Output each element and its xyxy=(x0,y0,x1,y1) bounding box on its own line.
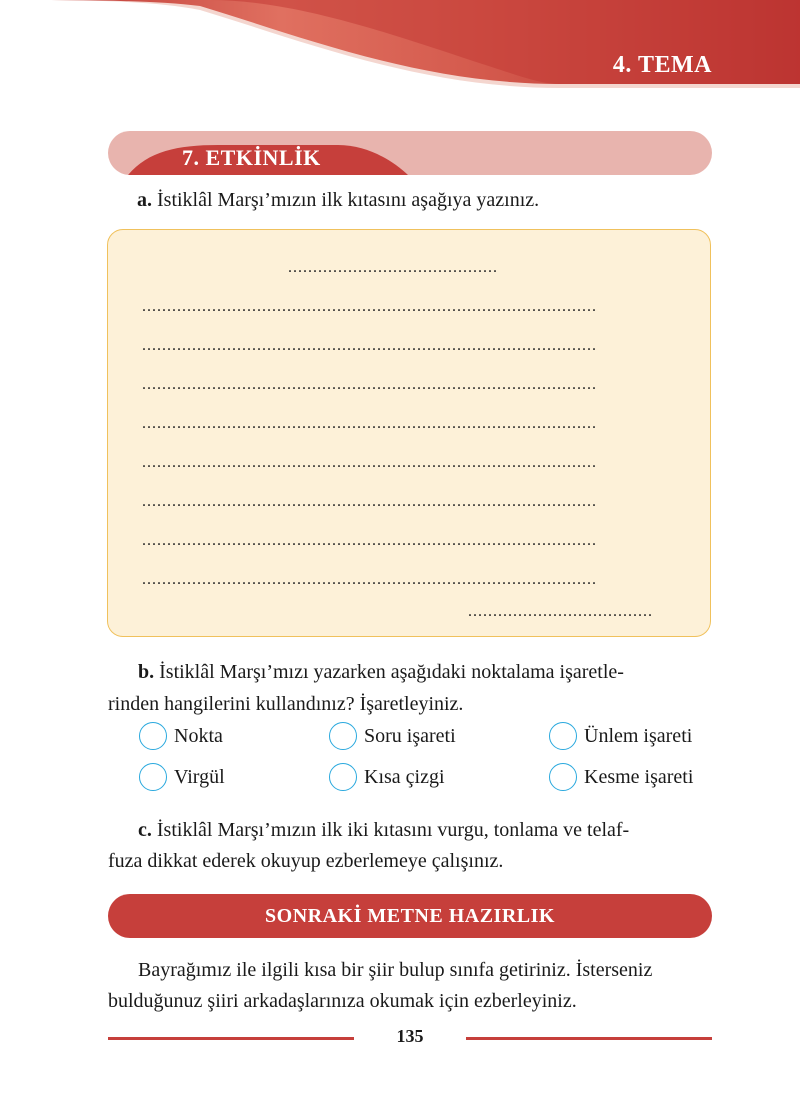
question-a-text: İstiklâl Marşı’mızın ilk kıtasını aşağıya yazınız. xyxy=(152,189,540,211)
signature-line: ..................................... xyxy=(468,604,653,620)
checkbox-circle[interactable] xyxy=(139,763,167,791)
writing-line-6: ........................................................................................... xyxy=(142,494,597,510)
option-label: Soru işareti xyxy=(364,724,456,747)
question-c-line-2: fuza dikkat ederek okuyup ezberlemeye çalışınız. xyxy=(108,850,504,872)
option-nokta[interactable] xyxy=(139,721,223,751)
option-unlem-isareti[interactable] xyxy=(549,721,692,751)
option-kisa-cizgi[interactable] xyxy=(329,762,445,792)
question-c-text-1: İstiklâl Marşı’mızın ilk iki kıtasını vurgu, tonlama ve telaf- xyxy=(151,819,630,841)
next-section-bar xyxy=(108,894,712,938)
theme-label: 4. TEMA xyxy=(612,52,712,78)
checkbox-circle[interactable] xyxy=(549,763,577,791)
writing-line-7: ........................................................................................... xyxy=(142,533,597,549)
writing-line-4: ........................................................................................... xyxy=(142,416,597,432)
option-virgul[interactable] xyxy=(139,762,225,792)
writing-line-2: ........................................................................................... xyxy=(142,338,597,354)
option-soru-isareti[interactable] xyxy=(329,721,456,751)
writing-line-5: ........................................................................................... xyxy=(142,455,597,471)
footer-rule-right xyxy=(466,1037,712,1040)
page-number: 135 xyxy=(396,1026,424,1046)
question-b-line-1 xyxy=(108,656,712,688)
question-b-line-2: rinden hangilerini kullandınız? İşaretleyiniz. xyxy=(108,693,464,715)
activity-title: 7. ETKİNLİK xyxy=(182,145,321,170)
question-b-letter: b. xyxy=(138,661,155,683)
question-a-letter: a. xyxy=(137,189,152,211)
footer-rule-left xyxy=(108,1037,354,1040)
option-label: Kısa çizgi xyxy=(364,765,445,788)
question-c-letter: c. xyxy=(138,819,152,841)
header-banner xyxy=(0,0,800,120)
checkbox-circle[interactable] xyxy=(329,722,357,750)
option-label: Kesme işareti xyxy=(584,765,694,788)
question-a xyxy=(137,184,539,216)
option-label: Nokta xyxy=(174,724,223,747)
next-section-title: SONRAKİ METNE HAZIRLIK xyxy=(265,904,555,927)
checkbox-circle[interactable] xyxy=(139,722,167,750)
checkbox-circle[interactable] xyxy=(549,722,577,750)
option-kesme-isareti[interactable] xyxy=(549,762,693,792)
poem-title-line: .......................................... xyxy=(288,260,498,276)
writing-line-8: ........................................................................................... xyxy=(142,572,597,588)
checkbox-circle[interactable] xyxy=(329,763,357,791)
option-label: Virgül xyxy=(174,765,225,788)
option-label: Ünlem işareti xyxy=(584,724,693,747)
writing-line-1: ........................................................................................... xyxy=(142,299,597,315)
question-b-text-1: İstiklâl Marşı’mızı yazarken aşağıdaki noktalama işaretle- xyxy=(154,661,624,683)
next-section-text-1: Bayrağımız ile ilgili kısa bir şiir bulup sınıfa getiriniz. İsterseniz xyxy=(138,959,653,981)
next-section-text-2: bulduğunuz şiiri arkadaşlarınıza okumak için ezberleyiniz. xyxy=(108,990,577,1012)
writing-line-3: ........................................................................................... xyxy=(142,377,597,393)
question-c-line-1 xyxy=(108,814,712,846)
